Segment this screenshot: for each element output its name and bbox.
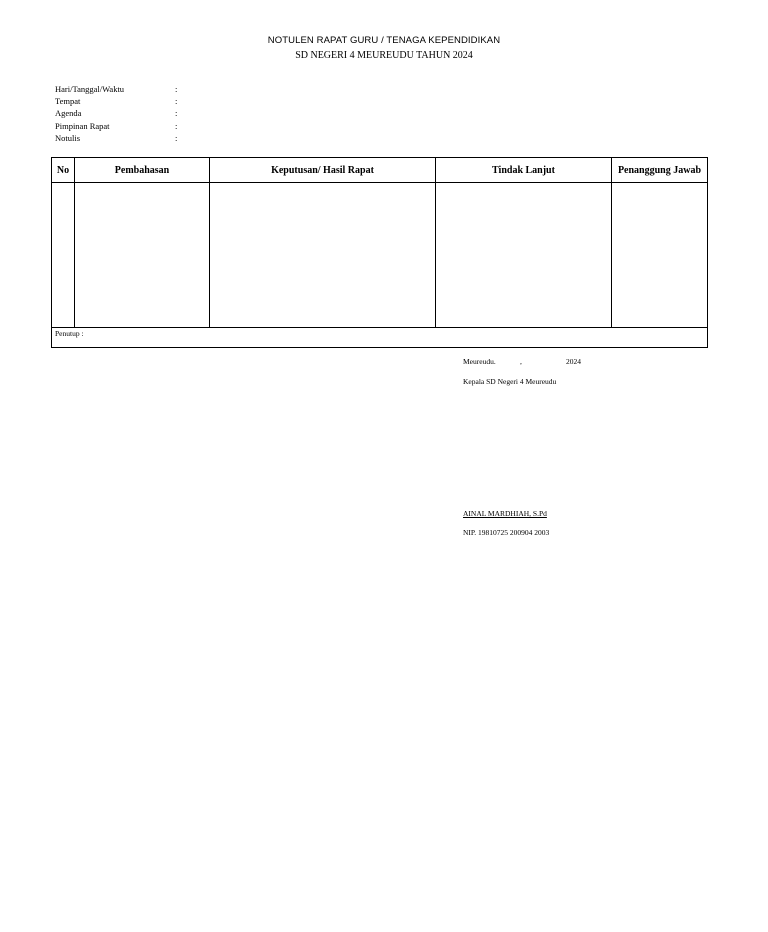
- signatory-name: AINAL MARDHIAH, S.Pd: [463, 509, 547, 518]
- info-label-agenda: Agenda: [55, 108, 82, 119]
- cell-discussion[interactable]: [75, 183, 210, 328]
- table-header-row: [52, 158, 708, 183]
- info-label-minute-taker: Notulis: [55, 132, 81, 143]
- info-colon: :: [175, 84, 178, 94]
- column-header-follow-up: Tindak Lanjut: [436, 158, 612, 183]
- info-colon: :: [175, 132, 178, 143]
- column-header-responsible: Penanggung Jawab: [612, 158, 708, 183]
- document-subtitle: SD NEGERI 4 MEUREUDU TAHUN 2024: [295, 50, 473, 61]
- info-label-place: Tempat: [55, 96, 81, 107]
- signature-place: Meureudu.: [463, 357, 496, 366]
- table-closing-row: [52, 328, 708, 348]
- closing-cell[interactable]: Penutup :: [52, 328, 708, 348]
- table-row: [52, 183, 708, 328]
- info-colon: :: [175, 96, 178, 107]
- info-label-leader: Pimpinan Rapat: [55, 120, 110, 131]
- cell-follow-up[interactable]: [436, 183, 612, 328]
- signature-year: 2024: [566, 357, 581, 366]
- cell-responsible[interactable]: [612, 183, 708, 328]
- signatory-nip: NIP. 19810725 200904 2003: [463, 528, 550, 537]
- minutes-table: [51, 157, 708, 348]
- column-header-no: No: [52, 158, 75, 183]
- info-colon: :: [175, 108, 178, 119]
- info-label-date: Hari/Tanggal/Waktu: [55, 84, 125, 94]
- signature-title: Kepala SD Negeri 4 Meureudu: [463, 377, 557, 386]
- info-colon: :: [175, 120, 178, 131]
- cell-decision[interactable]: [210, 183, 436, 328]
- document-title: NOTULEN RAPAT GURU / TENAGA KEPENDIDIKAN: [267, 35, 501, 46]
- column-header-discussion: Pembahasan: [75, 158, 210, 183]
- signature-date-comma: ,: [520, 357, 522, 366]
- column-header-decision: Keputusan/ Hasil Rapat: [210, 158, 436, 183]
- cell-no[interactable]: [52, 183, 75, 328]
